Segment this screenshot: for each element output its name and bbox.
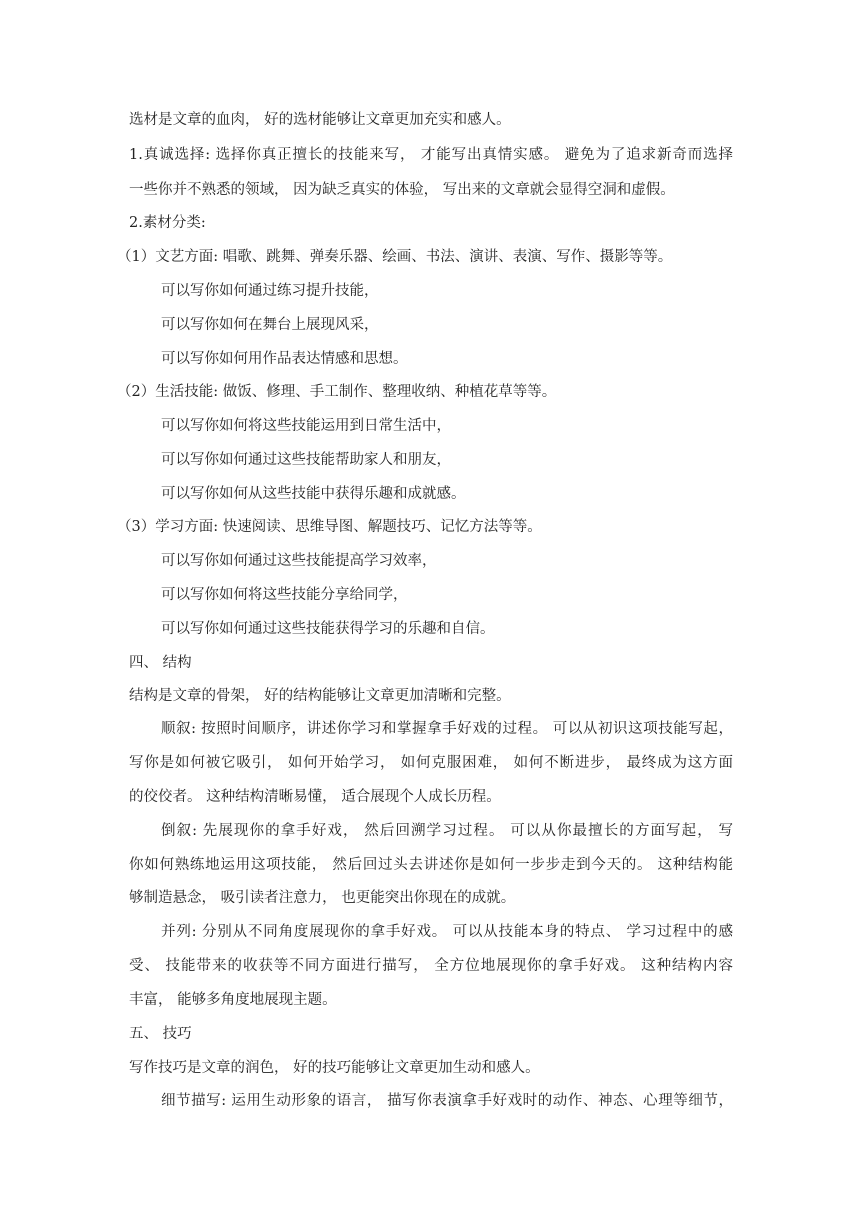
list-item: 可以写你如何从这些技能中获得乐趣和成就感。 [161,486,466,502]
list-item: 可以写你如何将这些技能运用到日常生活中， [161,418,451,434]
section-heading: 五、 技巧 [129,1026,192,1042]
paragraph-line: 够制造悬念， 吸引读者注意力， 也更能突出你现在的成就。 [129,890,516,906]
paragraph-line: 受、 技能带来的收获等不同方面进行描写， 全方位地展现你的拿手好戏。 这种结构内容 [129,958,733,974]
paragraph-line: 细节描写: 运用生动形象的语言， 描写你表演拿手好戏时的动作、神态、心理等细节， [161,1093,733,1109]
list-item: 可以写你如何通过这些技能提高学习效率， [161,553,437,569]
list-item: 可以写你如何通过这些技能帮助家人和朋友， [161,452,451,468]
list-item: 可以写你如何用作品表达情感和思想。 [161,351,408,367]
list-item: （2）生活技能: 做饭、修理、手工制作、整理收纳、种植花草等等。 [117,384,557,400]
list-item: （3）学习方面: 快速阅读、思维导图、解题技巧、记忆方法等等。 [117,519,542,535]
list-item: （1）文艺方面: 唱歌、跳舞、弹奏乐器、绘画、书法、演讲、表演、写作、摄影等等。 [117,249,673,265]
section-label: 2.素材分类: [129,215,206,231]
paragraph-line: 倒叙: 先展现你的拿手好戏， 然后回溯学习过程。 可以从你最擅长的方面写起， 写 [161,823,733,839]
list-item: 可以写你如何在舞台上展现风采， [161,317,379,333]
list-item: 可以写你如何通过练习提升技能， [161,283,379,299]
paragraph-line: 写作技巧是文章的润色， 好的技巧能够让文章更加生动和感人。 [129,1060,540,1076]
paragraph-line: 1.真诚选择: 选择你真正擅长的技能来写， 才能写出真情实感。 避免为了追求新奇而选择 [129,147,733,163]
paragraph-line: 你如何熟练地运用这项技能， 然后回过头去讲述你是如何一步步走到今天的。 这种结构能 [129,857,733,873]
list-item: 可以写你如何将这些技能分享给同学， [161,587,408,603]
paragraph-line: 一些你并不熟悉的领域， 因为缺乏真实的体验， 写出来的文章就会显得空洞和虚假。 [129,182,675,198]
list-item: 可以写你如何通过这些技能获得学习的乐趣和自信。 [161,621,495,637]
paragraph-line: 的佼佼者。 这种结构清晰易懂， 适合展现个人成长历程。 [129,789,501,805]
paragraph-line: 丰富， 能够多角度地展现主题。 [129,992,337,1008]
paragraph-line: 并列: 分别从不同角度展现你的拿手好戏。 可以从技能本身的特点、 学习过程中的感 [161,924,733,940]
section-heading: 四、 结构 [129,655,192,671]
paragraph-line: 写你是如何被它吸引， 如何开始学习， 如何克服困难， 如何不断进步， 最终成为这方面 [129,755,733,771]
paragraph-line: 顺叙: 按照时间顺序，讲述你学习和掌握拿手好戏的过程。 可以从初识这项技能写起， [161,721,733,737]
paragraph-line: 结构是文章的骨架， 好的结构能够让文章更加清晰和完整。 [129,688,511,704]
paragraph-line: 选材是文章的血肉， 好的选材能够让文章更加充实和感人。 [129,112,511,128]
